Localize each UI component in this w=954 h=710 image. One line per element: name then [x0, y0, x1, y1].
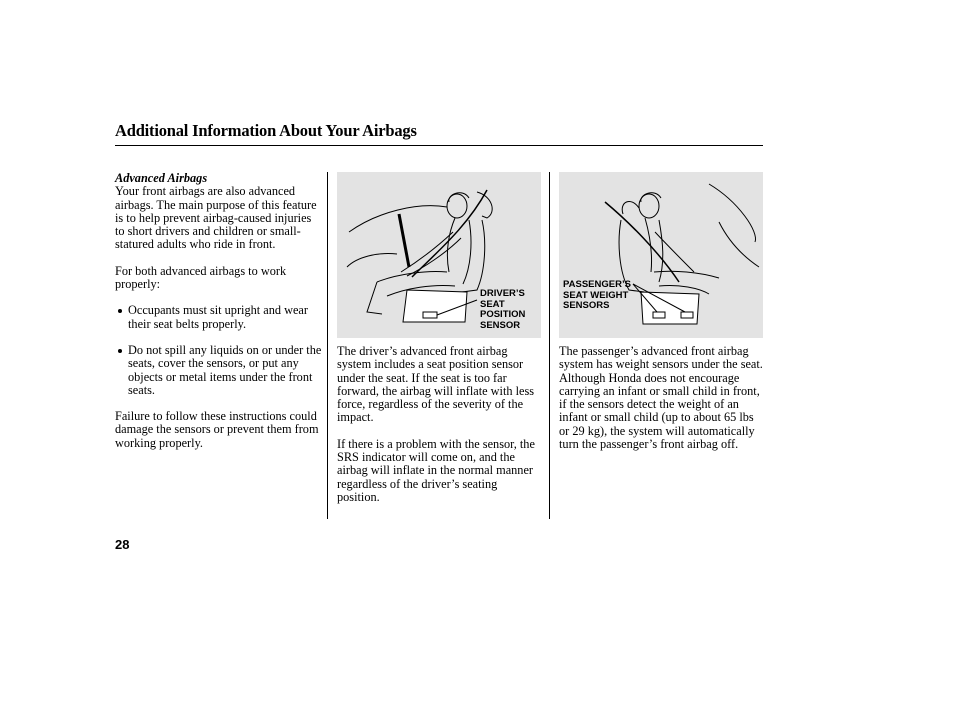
section-subheading: Advanced Airbags [115, 171, 208, 185]
page-number: 28 [115, 537, 130, 552]
passenger-seat-illustration [559, 172, 763, 338]
passenger-figure-icon [559, 172, 763, 338]
page-title: Additional Information About Your Airbags [115, 121, 417, 140]
passenger-sensor-callout: PASSENGER’S SEAT WEIGHT SENSORS [563, 279, 631, 311]
left-column [115, 172, 323, 450]
right-column [559, 345, 763, 451]
column-divider-1 [327, 172, 328, 519]
title-divider [115, 145, 763, 146]
driver-seat-illustration [337, 172, 541, 338]
middle-column [337, 345, 541, 504]
driver-paragraph-2: If there is a problem with the sensor, the SRS indicator will come on, and the airbag will inflate in the normal manner regardless of the driver’s seating position. [337, 436, 535, 504]
list-item: Occupants must sit upright and wear their seat belts properly. [115, 304, 323, 331]
driver-paragraph-1: The driver’s advanced front airbag system includes a seat position sensor under the seat. If the seat is too far forward, the airbag will inflate with less force, regardless of the severity of the impact. [337, 344, 535, 425]
list-item: Do not spill any liquids on or under the seats, cover the sensors, or put any objects or metal items under the front seats. [115, 344, 323, 397]
requirements-list [115, 304, 323, 397]
passenger-paragraph-1: The passenger’s advanced front airbag system has weight sensors under the seat. Although Honda does not encourage carrying an infant or small child in front, if the sensors detect the weight of an infant or small child (up to about 65 lbs or 29 kg), the system will automatically turn the passenger’s front airbag off. [559, 344, 763, 452]
column-divider-2 [549, 172, 550, 519]
driver-sensor-callout: DRIVER’S SEAT POSITION SENSOR [480, 288, 526, 331]
intro-paragraph: Your front airbags are also advanced airbags. The main purpose of this feature is to help prevent airbag-caused injuries to short drivers and children or small-statured adults who ride in front. [115, 184, 317, 252]
requirements-lead: For both advanced airbags to work properly: [115, 263, 287, 292]
warning-paragraph: Failure to follow these instructions could damage the sensors or prevent them from working properly. [115, 409, 319, 450]
